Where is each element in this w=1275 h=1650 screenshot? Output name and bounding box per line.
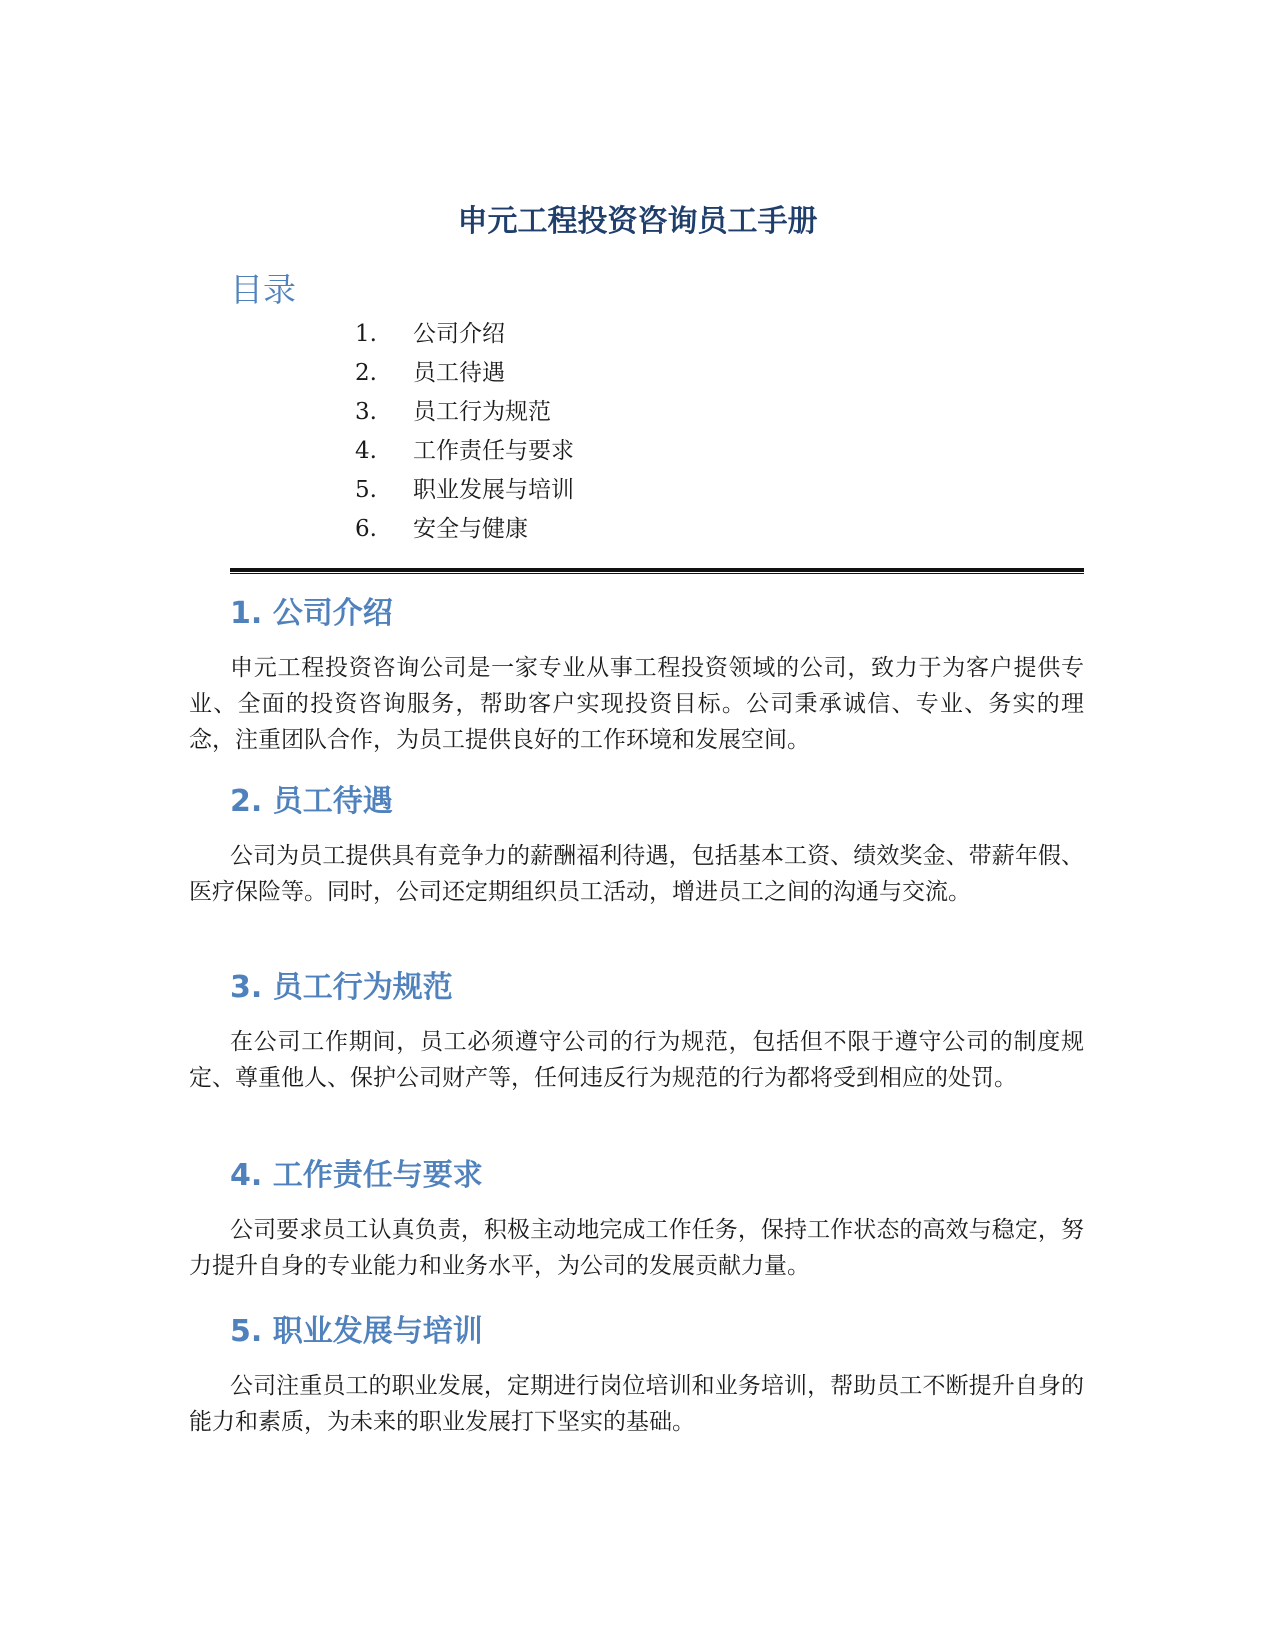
- toc-item-label: 职业发展与培训: [413, 477, 574, 503]
- section-career-training: [189, 1310, 1084, 1440]
- section-heading: 1. 公司介绍: [230, 596, 393, 631]
- section-heading: 5. 职业发展与培训: [230, 1314, 483, 1349]
- section-body: 公司要求员工认真负责，积极主动地完成工作任务，保持工作状态的高效与稳定，努力提升自身的专业能力和业务水平，为公司的发展贡献力量。: [189, 1217, 1084, 1279]
- toc-item: [355, 432, 574, 471]
- toc-item: [355, 510, 574, 549]
- toc-item-label: 安全与健康: [413, 516, 528, 542]
- section-responsibilities: [189, 1154, 1084, 1284]
- section-company-intro: [189, 592, 1084, 758]
- table-of-contents: [355, 315, 574, 549]
- toc-item: [355, 354, 574, 393]
- toc-item-number: 1.: [355, 321, 377, 347]
- toc-item-number: 6.: [355, 516, 377, 542]
- section-divider: [230, 568, 1084, 574]
- document-title: 申元工程投资咨询员工手册: [457, 204, 818, 239]
- section-heading: 3. 员工行为规范: [230, 970, 453, 1005]
- section-body: 公司注重员工的职业发展，定期进行岗位培训和业务培训，帮助员工不断提升自身的能力和素质，为未来的职业发展打下坚实的基础。: [189, 1373, 1084, 1435]
- toc-item-number: 5.: [355, 477, 377, 503]
- toc-item: [355, 393, 574, 432]
- toc-item-label: 工作责任与要求: [413, 438, 574, 464]
- section-body: 公司为员工提供具有竞争力的薪酬福利待遇，包括基本工资、绩效奖金、带薪年假、医疗保险等。同时，公司还定期组织员工活动，增进员工之间的沟通与交流。: [189, 843, 1084, 905]
- toc-item: [355, 471, 574, 510]
- toc-item-number: 4.: [355, 438, 377, 464]
- toc-item-number: 3.: [355, 399, 377, 425]
- toc-item: [355, 315, 574, 354]
- section-body: 申元工程投资咨询公司是一家专业从事工程投资领域的公司，致力于为客户提供专业、全面的投资咨询服务，帮助客户实现投资目标。公司秉承诚信、专业、务实的理念，注重团队合作，为员工提供良好的工作环境和发展空间。: [189, 655, 1084, 753]
- toc-item-number: 2.: [355, 360, 377, 386]
- toc-item-label: 员工待遇: [413, 360, 505, 386]
- section-code-of-conduct: [189, 966, 1084, 1096]
- section-heading: 4. 工作责任与要求: [230, 1158, 483, 1193]
- section-employee-benefits: [189, 780, 1084, 910]
- toc-heading: 目录: [230, 270, 296, 309]
- section-body: 在公司工作期间，员工必须遵守公司的行为规范，包括但不限于遵守公司的制度规定、尊重他人、保护公司财产等，任何违反行为规范的行为都将受到相应的处罚。: [189, 1029, 1084, 1091]
- toc-item-label: 员工行为规范: [413, 399, 551, 425]
- section-heading: 2. 员工待遇: [230, 784, 393, 819]
- toc-item-label: 公司介绍: [413, 321, 505, 347]
